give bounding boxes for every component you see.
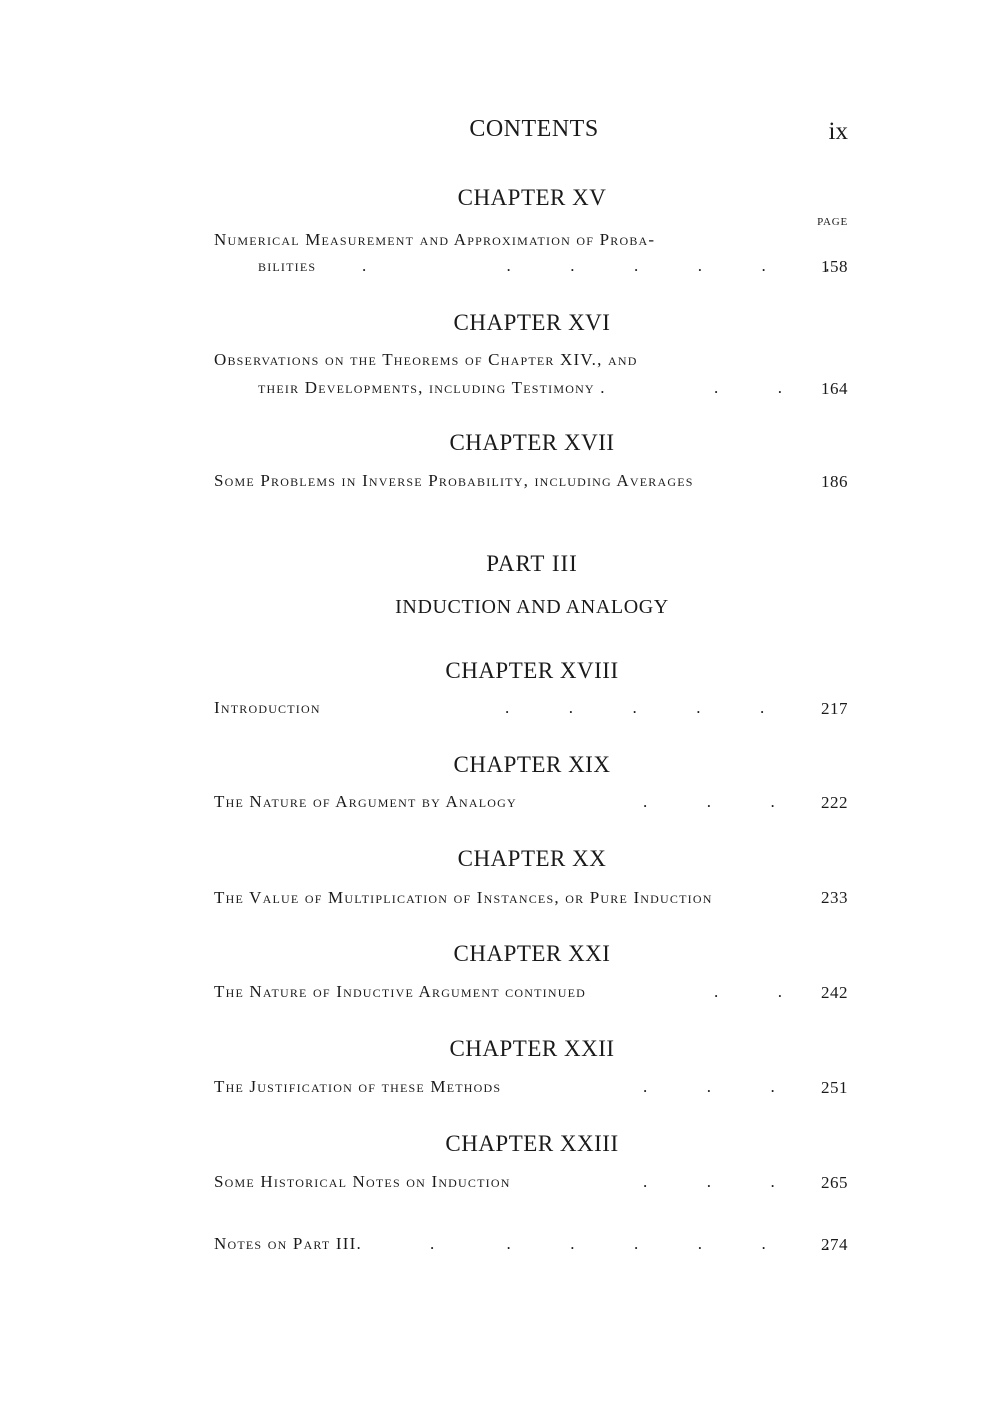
page-ref-xvi: 164 [821, 379, 848, 398]
page-ref-xxii: 251 [821, 1078, 848, 1097]
page-ref-xviii: 217 [821, 699, 848, 718]
page-ref-xxiii: 265 [821, 1173, 848, 1192]
chapter-heading-xvii: CHAPTER XVII [449, 430, 615, 455]
toc-entry-xvii-line1: Some Problems in Inverse Probability, including Averages [214, 471, 694, 490]
chapter-heading-xv: CHAPTER XV [457, 185, 607, 210]
toc-entry-xxiii-line1: Some Historical Notes on Induction [214, 1172, 511, 1191]
part-subtitle: INDUCTION AND ANALOGY [395, 596, 669, 618]
page-ref-xv: 158 [821, 257, 848, 276]
leader-dots: . . . . . . . [430, 1234, 830, 1253]
leader-dots: . . [714, 982, 782, 1001]
toc-entry-xvi-line1: Observations on the Theorems of Chapter XIV., and [214, 350, 638, 369]
toc-entry-xviii-line1: Introduction [214, 698, 321, 717]
toc-entry-xvi-line2: their Developments, including Testimony . [258, 378, 606, 397]
leader-dots: . . . . . [505, 698, 765, 717]
leader-dots: . . . [643, 792, 775, 811]
toc-entry-xix-line1: The Nature of Argument by Analogy [214, 792, 517, 811]
toc-entry-xx-line1: The Value of Multiplication of Instances, or Pure Induction [214, 888, 713, 907]
chapter-heading-xvi: CHAPTER XVI [453, 310, 611, 335]
page-ref-xix: 222 [821, 793, 848, 812]
page-ref-xx: 233 [821, 888, 848, 907]
chapter-heading-xxii: CHAPTER XXII [449, 1036, 615, 1061]
leader-dots: . . [714, 378, 782, 397]
toc-entry-xxi-line1: The Nature of Inductive Argument continued [214, 982, 586, 1001]
leader-dots: . . . . . . . [362, 256, 830, 275]
chapter-heading-xx: CHAPTER XX [457, 846, 607, 871]
toc-entry-xv-line2: bilities [258, 256, 317, 275]
page-ref-xvii: 186 [821, 472, 848, 491]
toc-entry-xv-line1: Numerical Measurement and Approximation of Proba- [214, 230, 656, 249]
toc-entry-notes-line1: Notes on Part III. [214, 1234, 362, 1253]
chapter-heading-xix: CHAPTER XIX [453, 752, 611, 777]
chapter-heading-xxiii: CHAPTER XXIII [445, 1131, 619, 1156]
page-ref-xxi: 242 [821, 983, 848, 1002]
page-number: ix [828, 118, 848, 145]
toc-entry-xxii-line1: The Justification of these Methods [214, 1077, 502, 1096]
leader-dots: . . . [643, 1172, 775, 1191]
chapter-heading-xxi: CHAPTER XXI [453, 941, 611, 966]
running-title: CONTENTS [469, 116, 599, 142]
page-ref-notes: 274 [821, 1235, 848, 1254]
leader-dots: . . . [643, 1077, 775, 1096]
chapter-heading-xviii: CHAPTER XVIII [445, 658, 619, 683]
page-column-label: PAGE [817, 216, 848, 228]
part-heading: PART III [486, 551, 578, 576]
